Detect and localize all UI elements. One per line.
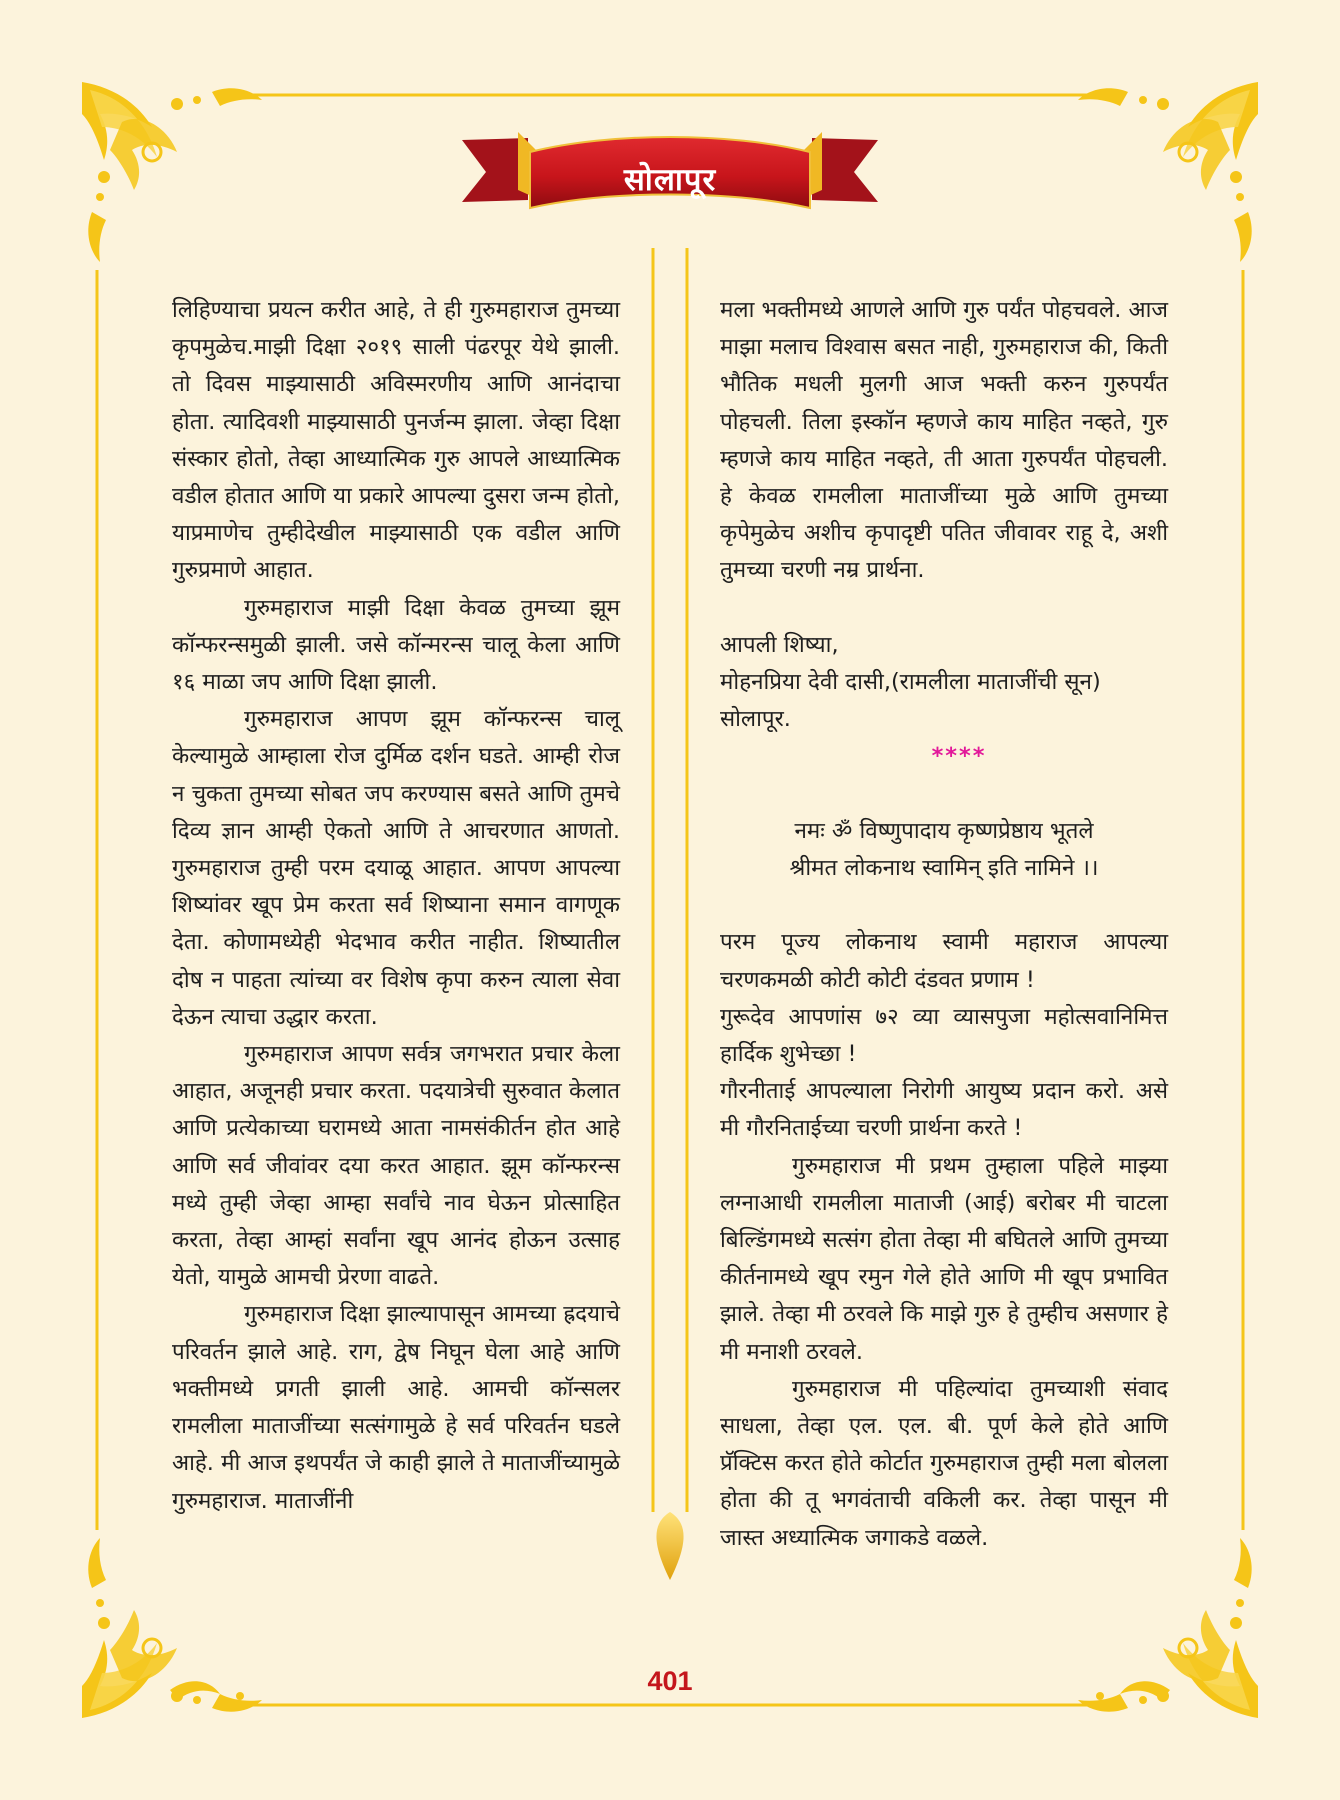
corner-ornament-top-right	[1078, 82, 1258, 262]
paragraph: गुरुमहाराज आपण सर्वत्र जगभरात प्रचार केला आहात, अजूनही प्रचार करता. पदयात्रेची सुरुवात केलात आणि प्रत्येकाच्या घरामध्ये आता नामसंकीर्तन होत आहे आणि सर्व जीवांवर दया करत आहात. झूम कॉन्फरन्स मध्ये तुम्ही जेव्हा आम्हा सर्वांचे नाव घेऊन प्रोत्साहित करता, तेव्हा आम्हां सर्वांना खूप आनंद होऊन उत्साह येतो, यामुळे आमची प्रेरणा वाढते.	[172, 1041, 620, 1291]
greeting-line: गुरूदेव आपणांस ७२ व्या व्यासपुजा महोत्सवानिमित्त हार्दिक शुभेच्छा !	[720, 1003, 1168, 1068]
greeting-line: परम पूज्य लोकनाथ स्वामी महाराज आपल्या चरणकमळी कोटी कोटी दंडवत प्रणाम !	[720, 929, 1168, 993]
page-number: 401	[647, 1666, 693, 1696]
column-divider	[653, 248, 687, 1580]
stars-separator: ****	[931, 743, 987, 770]
signoff: आपली शिष्या,	[720, 631, 839, 658]
greeting-line: गौरनीताई आपल्याला निरोगी आयुष्य प्रदान करो. असे मी गौरनिताईच्या चरणी प्रार्थना करते !	[720, 1078, 1168, 1142]
mantra-line: नमः ॐ विष्णुपादाय कृष्णप्रेष्ठाय भूतले	[794, 817, 1094, 844]
paragraph: गुरुमहाराज माझी दिक्षा केवळ तुमच्या झूम कॉन्फरन्समुळी झाली. जसे कॉन्मरन्स चालू केला आणि १६ माळा जप आणि दिक्षा झाली.	[172, 594, 620, 696]
bottom-flourish-right	[1096, 1681, 1170, 1700]
paragraph: गुरुमहाराज मी पहिल्यांदा तुमच्याशी संवाद साधला, तेव्हा एल. एल. बी. पूर्ण केले होते आणि प्रॅक्टिस करत होते कोर्टात गुरुमहाराज तुम्ही मला बोलला होता की तू भगवंताची वकिली कर. तेव्हा पासून मी जास्त अध्यात्मिक जगाकडे वळले.	[720, 1375, 1168, 1551]
paragraph: लिहिण्याचा प्रयत्न करीत आहे, ते ही गुरुमहाराज तुमच्या कृपमुळेच.माझी दिक्षा २०१९ साली पंढरपूर येथे झाली. तो दिवस माझ्यासाठी अविस्मरणीय आणि आनंदाचा होता. त्यादिवशी माझ्यासाठी पुनर्जन्म झाला. जेव्हा दिक्षा संस्कार होतो, तेव्हा आध्यात्मिक गुरु आपले आध्यात्मिक वडील होतात आणि या प्रकारे आपल्या दुसरा जन्म होतो, याप्रमाणेच तुम्हीदेखील माझ्यासाठी एक वडील आणि गुरुप्रमाणे आहात.	[172, 297, 620, 584]
corner-ornament-top-left	[82, 82, 262, 262]
bottom-flourish-left	[170, 1681, 244, 1700]
signer-name: मोहनप्रिया देवी दासी,(रामलीला माताजींची सून)	[720, 669, 1101, 696]
paragraph: गुरुमहाराज मी प्रथम तुम्हाला पहिले माझ्या लग्नाआधी रामलीला माताजी (आई) बरोबर मी चाटला बिल्डिंगमध्ये सत्संग होता तेव्हा मी बघितले आणि तुमच्या कीर्तनामध्ये खूप रमुन गेले होते आणि मी खूप प्रभावित झाले. तेव्हा मी ठरवले कि माझे गुरु हे तुम्हीच असणार हे मी मनाशी ठरवले.	[720, 1152, 1168, 1365]
mantra-line: श्रीमत लोकनाथ स्वामिन् इति नामिने ।।	[789, 855, 1099, 882]
banner-title: सोलापूर	[623, 162, 717, 198]
right-column	[720, 292, 1168, 1557]
paragraph: मला भक्तीमध्ये आणले आणि गुरु पर्यंत पोहचवले. आज माझा मलाच विश्वास बसत नाही, गुरुमहाराज की, किती भौतिक मधली मुलगी आज भक्ती करुन गुरुपर्यंत पोहचली. तिला इस्कॉन म्हणजे काय माहित नव्हते, गुरु म्हणजे काय माहित नव्हते, ती आता गुरुपर्यंत पोहचली. हे केवळ रामलीला माताजींच्या मुळे आणि तुमच्या कृपेमुळेच अशीच कृपादृष्टी पतित जीवावर राहू दे, अशी तुमच्या चरणी नम्र प्रार्थना.	[720, 297, 1168, 584]
paragraph: गुरुमहाराज दिक्षा झाल्यापासून आमच्या ह्रदयाचे परिवर्तन झाले आहे. राग, द्वेष निघून घेला आहे आणि भक्तीमध्ये प्रगती झाली आहे. आमची कॉन्सलर रामलीला माताजींच्या सत्संगामुळे हे सर्व परिवर्तन घडले आहे. मी आज इथपर्यंत जे काही झाले ते माताजींच्यामुळे गुरुमहाराज. माताजींनी	[172, 1301, 620, 1514]
signer-city: सोलापूर.	[720, 706, 791, 733]
left-column	[172, 292, 620, 1520]
paragraph: गुरुमहाराज आपण झूम कॉन्फरन्स चालू केल्यामुळे आम्हाला रोज दुर्मिळ दर्शन घडते. आम्ही रोज न चुकता तुमच्या सोबत जप करण्यास बसते आणि तुमचे दिव्य ज्ञान आम्ही ऐकतो आणि ते आचरणात आणतो. गुरुमहाराज तुम्ही परम दयाळू आहात. आपण आपल्या शिष्यांवर खूप प्रेम करता सर्व शिष्याना समान वागणूक देता. कोणामध्येही भेदभाव करीत नाहीत. शिष्यातील दोष न पाहता त्यांच्या वर विशेष कृपा करुन त्याला सेवा देऊन त्याचा उद्धार करता.	[172, 706, 620, 1030]
